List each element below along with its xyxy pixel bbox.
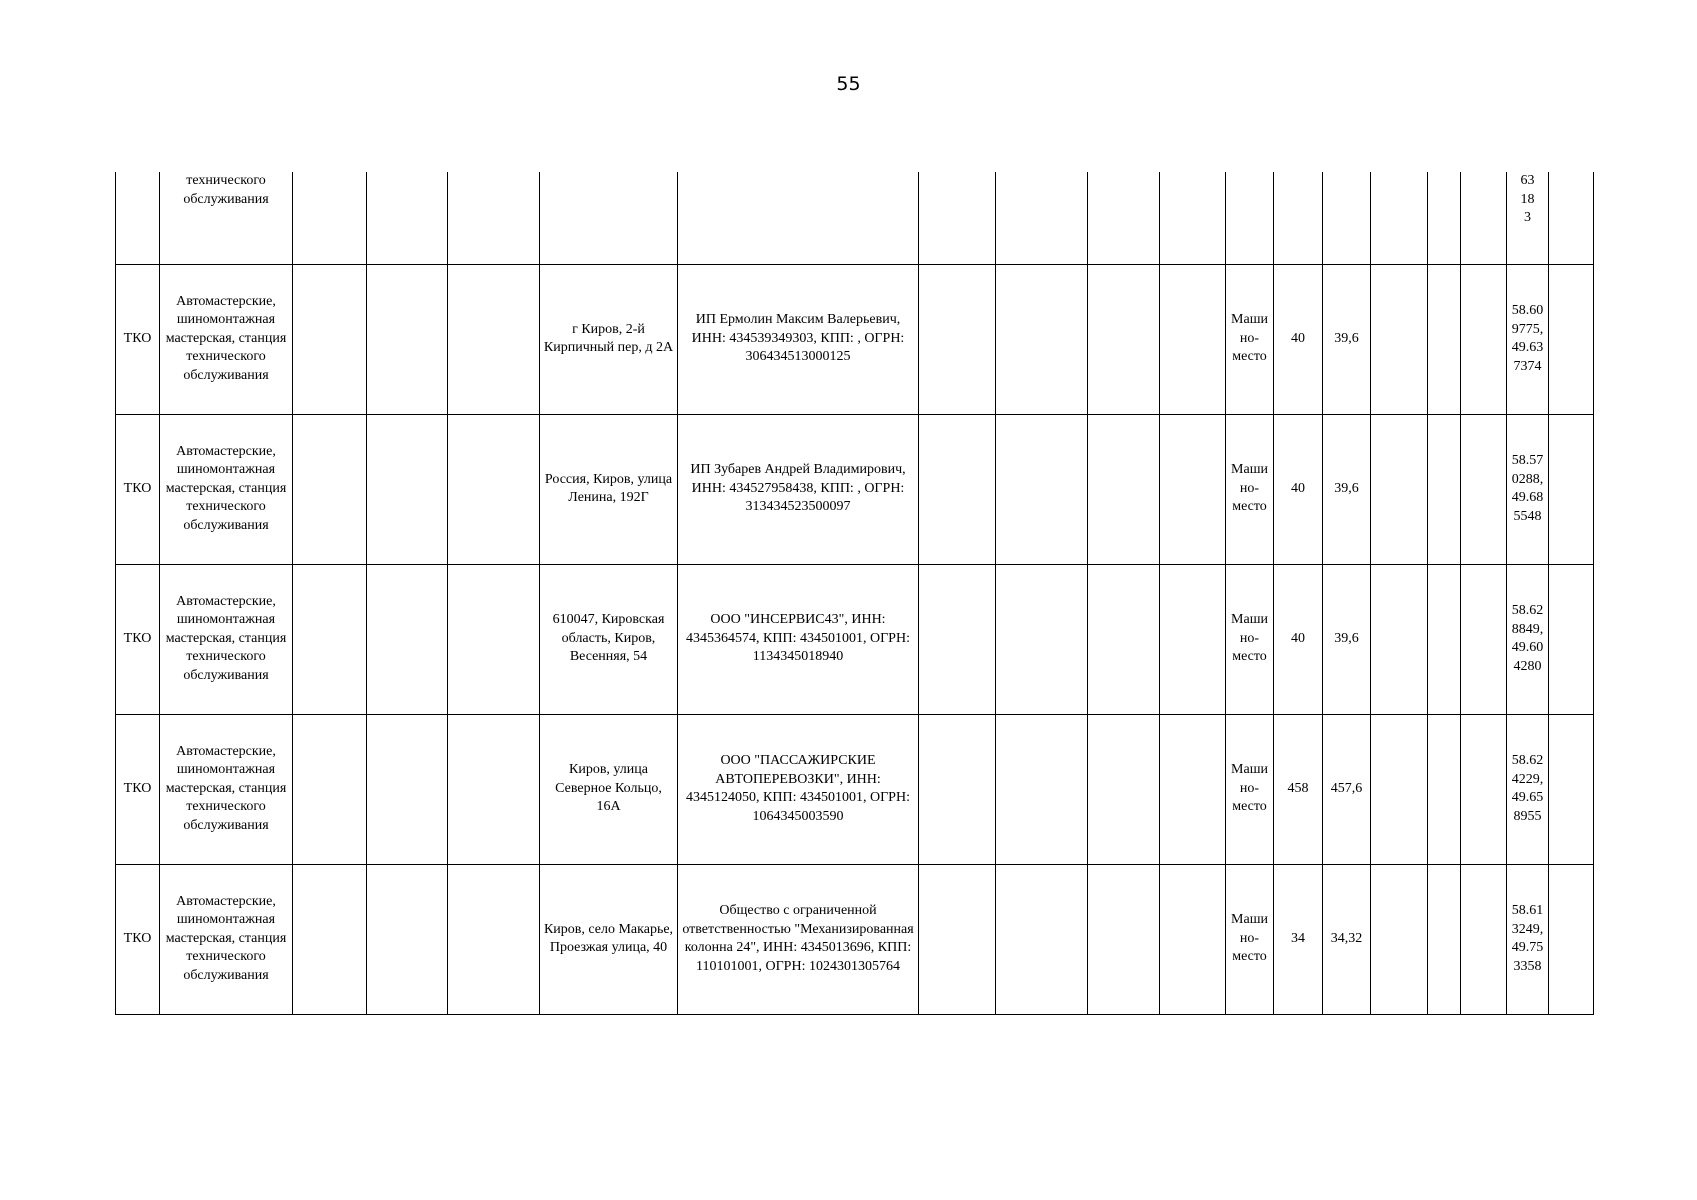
cell-empty (1428, 564, 1461, 714)
cell-unit: Машино-место (1226, 864, 1274, 1014)
table-row-continued (116, 172, 1594, 264)
cell-empty (293, 864, 367, 1014)
cell-coordinates: 58.628849, 49.604280 (1507, 564, 1549, 714)
cell-value: 39,6 (1323, 564, 1371, 714)
type-line: обслуживания (183, 191, 269, 207)
cell-empty (1428, 172, 1461, 264)
cell-empty (1160, 264, 1226, 414)
cell-unit (1226, 172, 1274, 264)
cell-address: г Киров, 2-й Кирпичный пер, д 2А (540, 264, 678, 414)
cell-empty (367, 564, 448, 714)
cell-empty (1461, 564, 1507, 714)
cell-empty (448, 714, 540, 864)
cell-empty (1549, 864, 1594, 1014)
table-row (116, 714, 1594, 864)
table-row (116, 564, 1594, 714)
page-number: 55 (836, 73, 861, 95)
coord-line: 18 (1520, 191, 1535, 207)
cell-count: 40 (1274, 264, 1323, 414)
cell-coordinates: 58.609775, 49.637374 (1507, 264, 1549, 414)
cell-object-type: Автомастерские, шиномонтажная мастерская, станция технического обслуживания (160, 264, 293, 414)
cell-empty (293, 564, 367, 714)
cell-empty (1160, 414, 1226, 564)
cell-owner: ООО "ИНСЕРВИС43", ИНН: 4345364574, КПП: 434501001, ОГРН: 1134345018940 (678, 564, 919, 714)
cell-waste: ТКО (116, 264, 160, 414)
coord-line: 63 (1520, 173, 1535, 188)
cell-empty (996, 264, 1088, 414)
cell-empty (1428, 264, 1461, 414)
cell-waste: ТКО (116, 864, 160, 1014)
cell-empty (919, 714, 996, 864)
cell-empty (1371, 564, 1428, 714)
cell-empty (293, 714, 367, 864)
cell-unit: Машино-место (1226, 414, 1274, 564)
cell-empty (448, 564, 540, 714)
cell-owner (678, 172, 919, 264)
coord-line: 3 (1524, 210, 1531, 225)
cell-coordinates: 58.613249, 49.753358 (1507, 864, 1549, 1014)
cell-unit: Машино-место (1226, 264, 1274, 414)
cell-empty (448, 864, 540, 1014)
cell-empty (1461, 864, 1507, 1014)
cell-object-type: Автомастерские, шиномонтажная мастерская, станция технического обслуживания (160, 564, 293, 714)
cell-empty (448, 414, 540, 564)
cell-address: 610047, Кировская область, Киров, Весенняя, 54 (540, 564, 678, 714)
cell-object-type: Автомастерские, шиномонтажная мастерская, станция технического обслуживания (160, 414, 293, 564)
cell-empty (1549, 264, 1594, 414)
cell-address (540, 172, 678, 264)
type-line: технического (186, 173, 266, 188)
cell-address: Россия, Киров, улица Ленина, 192Г (540, 414, 678, 564)
cell-object-type (160, 172, 293, 264)
cell-empty (448, 264, 540, 414)
cell-empty (367, 864, 448, 1014)
table-row (116, 264, 1594, 414)
cell-empty (996, 564, 1088, 714)
cell-empty (1371, 714, 1428, 864)
cell-coordinates (1507, 172, 1549, 264)
cell-empty (1371, 864, 1428, 1014)
cell-empty (1160, 864, 1226, 1014)
cell-empty (367, 714, 448, 864)
cell-empty (1088, 714, 1160, 864)
cell-value: 39,6 (1323, 414, 1371, 564)
cell-address: Киров, село Макарье, Проезжая улица, 40 (540, 864, 678, 1014)
cell-empty (1088, 264, 1160, 414)
cell-object-type: Автомастерские, шиномонтажная мастерская, станция технического обслуживания (160, 714, 293, 864)
cell-empty (1371, 172, 1428, 264)
cell-empty (1160, 564, 1226, 714)
cell-owner: ИП Зубарев Андрей Владимирович, ИНН: 434527958438, КПП: , ОГРН: 313434523500097 (678, 414, 919, 564)
cell-empty (1088, 864, 1160, 1014)
cell-empty (1461, 264, 1507, 414)
cell-empty (1371, 414, 1428, 564)
cell-empty (919, 864, 996, 1014)
cell-empty (1088, 172, 1160, 264)
cell-empty (996, 864, 1088, 1014)
cell-empty (1160, 714, 1226, 864)
cell-count: 34 (1274, 864, 1323, 1014)
table-row (116, 414, 1594, 564)
cell-owner: ИП Ермолин Максим Валерьевич, ИНН: 434539349303, КПП: , ОГРН: 306434513000125 (678, 264, 919, 414)
cell-value: 34,32 (1323, 864, 1371, 1014)
cell-empty (367, 172, 448, 264)
cell-address: Киров, улица Северное Кольцо, 16А (540, 714, 678, 864)
cell-owner: Общество с ограниченной ответственностью "Механизированная колонна 24", ИНН: 4345013696, КПП: 110101001, ОГРН: 1024301305764 (678, 864, 919, 1014)
cell-count: 40 (1274, 414, 1323, 564)
cell-coordinates: 58.624229, 49.658955 (1507, 714, 1549, 864)
cell-count: 458 (1274, 714, 1323, 864)
cell-owner: ООО "ПАССАЖИРСКИЕ АВТОПЕРЕВОЗКИ", ИНН: 4345124050, КПП: 434501001, ОГРН: 1064345003590 (678, 714, 919, 864)
cell-value (1323, 172, 1371, 264)
cell-value: 457,6 (1323, 714, 1371, 864)
cell-empty (367, 414, 448, 564)
cell-empty (996, 414, 1088, 564)
cell-object-type: Автомастерские, шиномонтажная мастерская, станция технического обслуживания (160, 864, 293, 1014)
cell-empty (293, 264, 367, 414)
cell-empty (919, 172, 996, 264)
cell-empty (293, 172, 367, 264)
cell-empty (1549, 172, 1594, 264)
cell-empty (1160, 172, 1226, 264)
cell-empty (919, 564, 996, 714)
cell-count (1274, 172, 1323, 264)
cell-waste (116, 172, 160, 264)
cell-empty (996, 714, 1088, 864)
waste-sources-table (115, 172, 1594, 1015)
cell-value: 39,6 (1323, 264, 1371, 414)
cell-empty (1428, 414, 1461, 564)
cell-count: 40 (1274, 564, 1323, 714)
cell-empty (293, 414, 367, 564)
cell-empty (996, 172, 1088, 264)
cell-empty (1088, 414, 1160, 564)
cell-empty (1371, 264, 1428, 414)
cell-waste: ТКО (116, 564, 160, 714)
cell-empty (1461, 172, 1507, 264)
cell-empty (1461, 714, 1507, 864)
cell-empty (367, 264, 448, 414)
cell-waste: ТКО (116, 414, 160, 564)
cell-empty (1549, 714, 1594, 864)
cell-unit: Машино-место (1226, 564, 1274, 714)
cell-empty (448, 172, 540, 264)
cell-empty (919, 264, 996, 414)
cell-empty (1549, 564, 1594, 714)
cell-unit: Машино-место (1226, 714, 1274, 864)
cell-waste: ТКО (116, 714, 160, 864)
cell-empty (1461, 414, 1507, 564)
cell-empty (1549, 414, 1594, 564)
table-row (116, 864, 1594, 1014)
cell-coordinates: 58.570288, 49.685548 (1507, 414, 1549, 564)
cell-empty (1428, 714, 1461, 864)
cell-empty (1088, 564, 1160, 714)
cell-empty (1428, 864, 1461, 1014)
cell-empty (919, 414, 996, 564)
